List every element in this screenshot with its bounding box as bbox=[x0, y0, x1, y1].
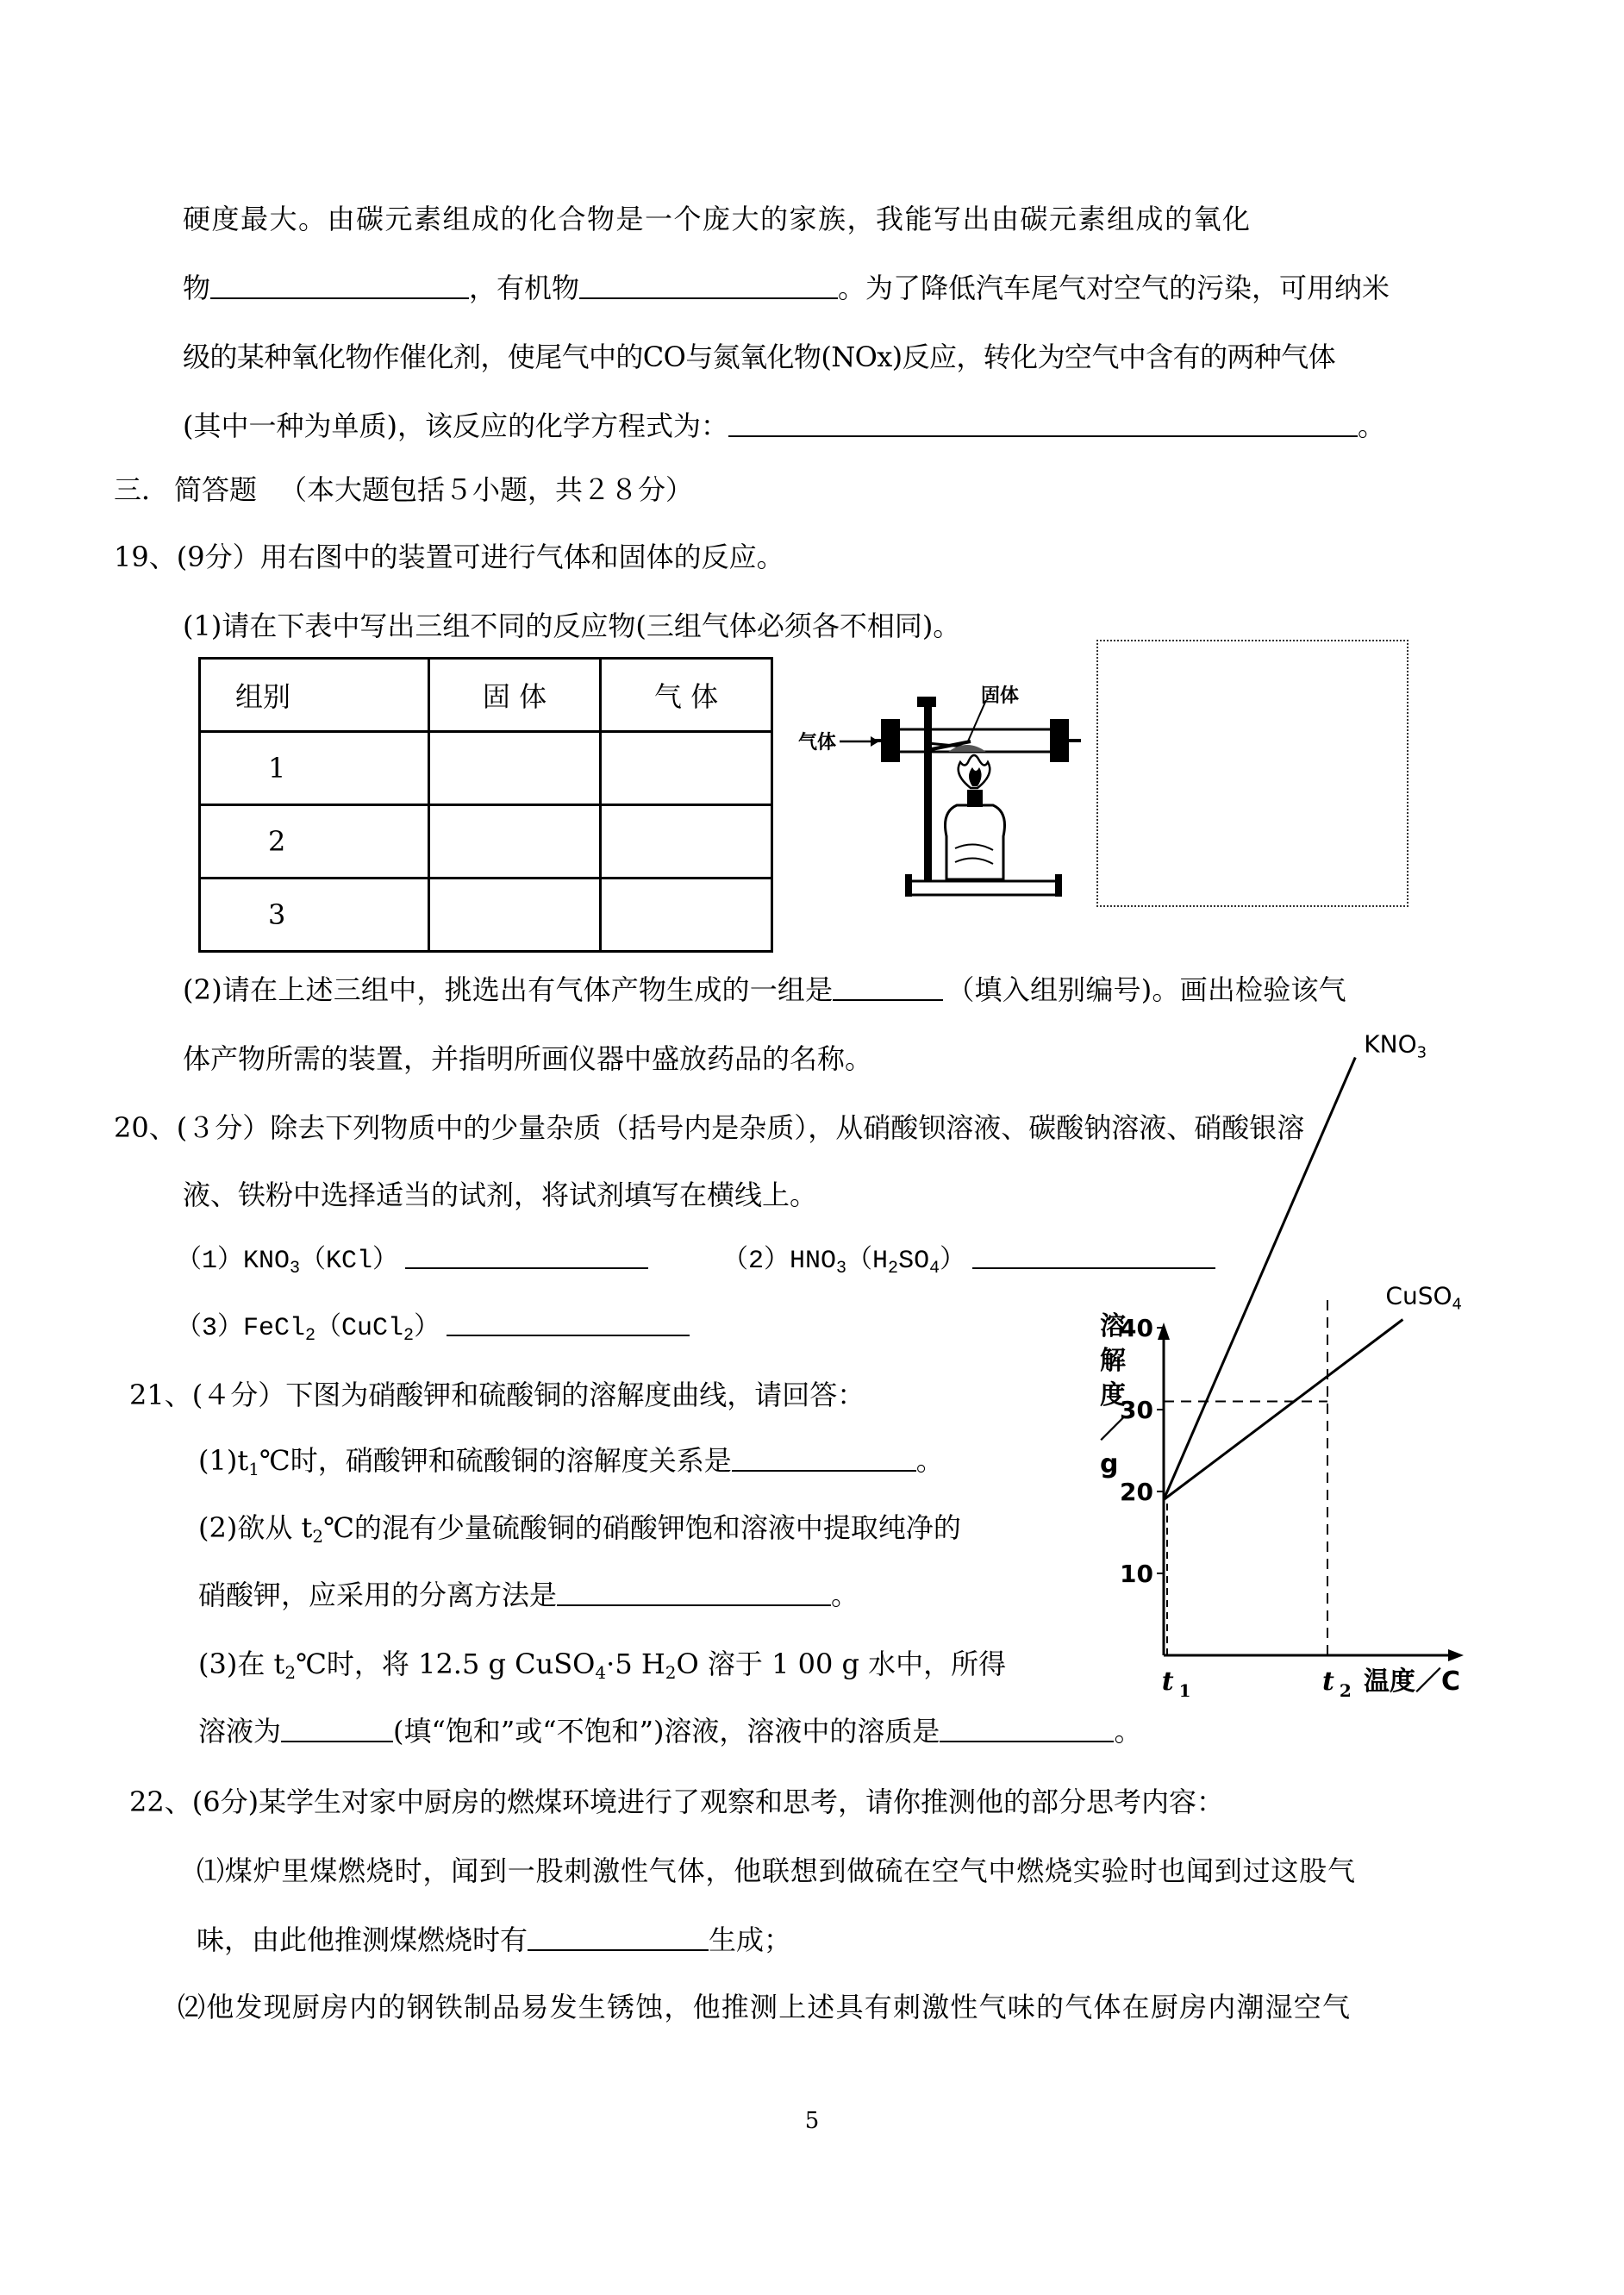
gas-arrowhead bbox=[871, 736, 879, 747]
solid-cell[interactable] bbox=[429, 879, 601, 952]
y-axis-label-char: g bbox=[1100, 1449, 1119, 1479]
y-tick-label: 40 bbox=[1120, 1314, 1153, 1342]
q22-stem: 22、(6分)某学生对家中厨房的燃煤环境进行了观察和思考，请你推测他的部分思考内容： bbox=[129, 1785, 1225, 1818]
apparatus-figure bbox=[795, 667, 1088, 909]
answer-blank-reagent2[interactable] bbox=[972, 1241, 1215, 1269]
y-axis-label-char: 溶 bbox=[1100, 1311, 1126, 1341]
q21-part2-line2: 硝酸钾，应采用的分离方法是 。 bbox=[198, 1579, 859, 1611]
answer-blank-gas[interactable] bbox=[528, 1923, 709, 1951]
series-label-subscript: 3 bbox=[1416, 1043, 1427, 1062]
burner-liquid bbox=[955, 844, 993, 864]
rod-top bbox=[917, 697, 936, 707]
x-axis-arrow bbox=[1448, 1649, 1464, 1661]
x-tick-label: t $_2$ bbox=[1322, 1667, 1352, 1701]
q20-item2: $(2)HNO_3(H_2SO_4)$ bbox=[722, 1241, 1215, 1286]
alcohol-burner bbox=[946, 805, 1005, 879]
x-tick-label: t $_1$ bbox=[1161, 1667, 1191, 1701]
stand-base bbox=[910, 881, 1059, 895]
solid-cell[interactable] bbox=[429, 805, 601, 879]
q21-stem: 21、(４分）下图为硝酸钾和硫酸铜的溶解度曲线，请回答： bbox=[129, 1379, 865, 1411]
q18-line4: (其中一种为单质)，该反应的化学方程式为： 。 bbox=[183, 410, 1385, 442]
gas-cell[interactable] bbox=[601, 732, 772, 805]
table-row bbox=[200, 879, 772, 952]
answer-blank-reagent3[interactable] bbox=[447, 1309, 690, 1336]
q19-part1: (1)请在下表中写出三组不同的反应物(三组气体必须各不相同)。 bbox=[183, 610, 961, 642]
stopper-right bbox=[1050, 719, 1069, 762]
answer-blank-group[interactable] bbox=[833, 973, 943, 1001]
reactant-table bbox=[198, 657, 773, 953]
series-line-cuso4 bbox=[1164, 1320, 1402, 1500]
y-axis-arrow bbox=[1158, 1323, 1170, 1340]
label-gas: 气体 bbox=[798, 732, 837, 754]
stopper-left bbox=[881, 719, 900, 762]
q19-part2-line2: 体产物所需的装置，并指明所画仪器中盛放药品的名称。 bbox=[183, 1042, 873, 1075]
answer-blank-saturation[interactable] bbox=[281, 1715, 393, 1742]
solid-cell[interactable] bbox=[429, 732, 601, 805]
group-number: 3 bbox=[200, 879, 429, 952]
base-foot bbox=[905, 874, 912, 897]
gas-cell[interactable] bbox=[601, 879, 772, 952]
q18-line3: 级的某种氧化物作催化剂，使尾气中的CO与氮氧化物(NOx)反应，转化为空气中含有的两种气体 bbox=[183, 341, 1335, 373]
section-heading: 三． 简答题 （本大题包括５小题，共２８分） bbox=[114, 473, 694, 506]
x-axis-label: 温度／C bbox=[1364, 1667, 1461, 1697]
table-header-row bbox=[200, 659, 772, 732]
burner-wick bbox=[967, 790, 983, 807]
q19-part2-line1: (2)请在上述三组中，挑选出有气体产物生成的一组是 （填入组别编号)。画出检验该气 bbox=[183, 973, 1346, 1006]
table-header: 固 体 bbox=[429, 659, 601, 732]
q21-part1: $(1)t_1℃$时，硝酸钾和硫酸铜的溶解度关系是 。 bbox=[198, 1444, 944, 1479]
table-row bbox=[200, 805, 772, 879]
gas-cell[interactable] bbox=[601, 805, 772, 879]
q21-part2-line1: (2)欲从 $t_2℃$的混有少量硫酸铜的硝酸钾饱和溶液中提取纯净的 bbox=[198, 1511, 961, 1547]
flame-core bbox=[969, 767, 982, 786]
y-axis-label-char: 度 bbox=[1100, 1380, 1126, 1410]
q20-line2: 液、铁粉中选择适当的试剂，将试剂填写在横线上。 bbox=[183, 1179, 818, 1211]
x-tick-subscript: 1 bbox=[1178, 1680, 1191, 1701]
q22-part1-line1: ⑴煤炉里煤燃烧时，闻到一股刺激性气体，他联想到做硫在空气中燃烧实验时也闻到过这股气 bbox=[197, 1854, 1356, 1887]
q21-part3-line2: 溶液为 (填“饱和”或“不饱和”)溶液，溶液中的溶质是 。 bbox=[198, 1715, 1142, 1748]
q18-line1: 硬度最大。由碳元素组成的化合物是一个庞大的家族，我能写出由碳元素组成的氧化 bbox=[183, 203, 1252, 235]
label-solid: 固体 bbox=[981, 685, 1020, 707]
y-tick-label: 30 bbox=[1120, 1396, 1153, 1424]
group-number: 1 bbox=[200, 732, 429, 805]
y-axis-label-char: 解 bbox=[1100, 1346, 1126, 1376]
series-label-subscript: 4 bbox=[1452, 1295, 1462, 1314]
y-tick-label: 10 bbox=[1120, 1560, 1153, 1588]
q21-part3-line1: (3)在 $t_2℃$时，将 12.5 g CuSO$_4$·5 $H_2O$ 溶于 1 00 g 水中，所得 bbox=[198, 1648, 1007, 1683]
answer-blank-method[interactable] bbox=[557, 1579, 831, 1606]
q22-part2-line1: ⑵他发现厨房内的钢铁制品易发生锈蚀，他推测上述具有刺激性气味的气体在厨房内潮湿空气 bbox=[178, 1991, 1352, 2023]
group-number: 2 bbox=[200, 805, 429, 879]
table-row bbox=[200, 732, 772, 805]
q20-item1: $(1)KNO_3(KCl)$ bbox=[176, 1241, 648, 1286]
table-header: 气 体 bbox=[601, 659, 772, 732]
q20-item3: （3）FeCl$_2$（CuCl$_2$） bbox=[176, 1309, 690, 1354]
answer-blank-organic[interactable] bbox=[579, 272, 838, 299]
drawing-area[interactable] bbox=[1096, 640, 1409, 907]
solubility-chart bbox=[1095, 1029, 1500, 1707]
series-label-cuso4: CuSO$_4$ bbox=[1385, 1281, 1462, 1314]
series-label-kno3: $KNO_3$ bbox=[1364, 1029, 1427, 1062]
q18-line2: 物 ，有机物 。为了降低汽车尾气对空气的污染，可用纳米 bbox=[183, 272, 1390, 304]
q19-stem: 19、(9分）用右图中的装置可进行气体和固体的反应。 bbox=[114, 541, 784, 573]
page-number: 5 bbox=[804, 2108, 820, 2134]
x-tick-subscript: 2 bbox=[1339, 1680, 1352, 1701]
q20-line1: 20、(３分）除去下列物质中的少量杂质（括号内是杂质），从硝酸钡溶液、碳酸钠溶液、硝酸银溶 bbox=[114, 1111, 1305, 1144]
answer-blank-relation[interactable] bbox=[732, 1444, 916, 1472]
answer-blank-solute[interactable] bbox=[940, 1715, 1114, 1742]
answer-blank-oxide[interactable] bbox=[210, 272, 469, 299]
q22-part1-line2: 味，由此他推测煤燃烧时有 生成； bbox=[197, 1923, 792, 1956]
table-header: 组别 bbox=[200, 659, 429, 732]
answer-blank-equation[interactable] bbox=[728, 410, 1358, 437]
base-foot bbox=[1055, 874, 1062, 897]
y-axis-label-char: ／ bbox=[1100, 1415, 1126, 1445]
answer-blank-reagent1[interactable] bbox=[405, 1241, 648, 1269]
y-tick-label: 20 bbox=[1120, 1478, 1153, 1506]
